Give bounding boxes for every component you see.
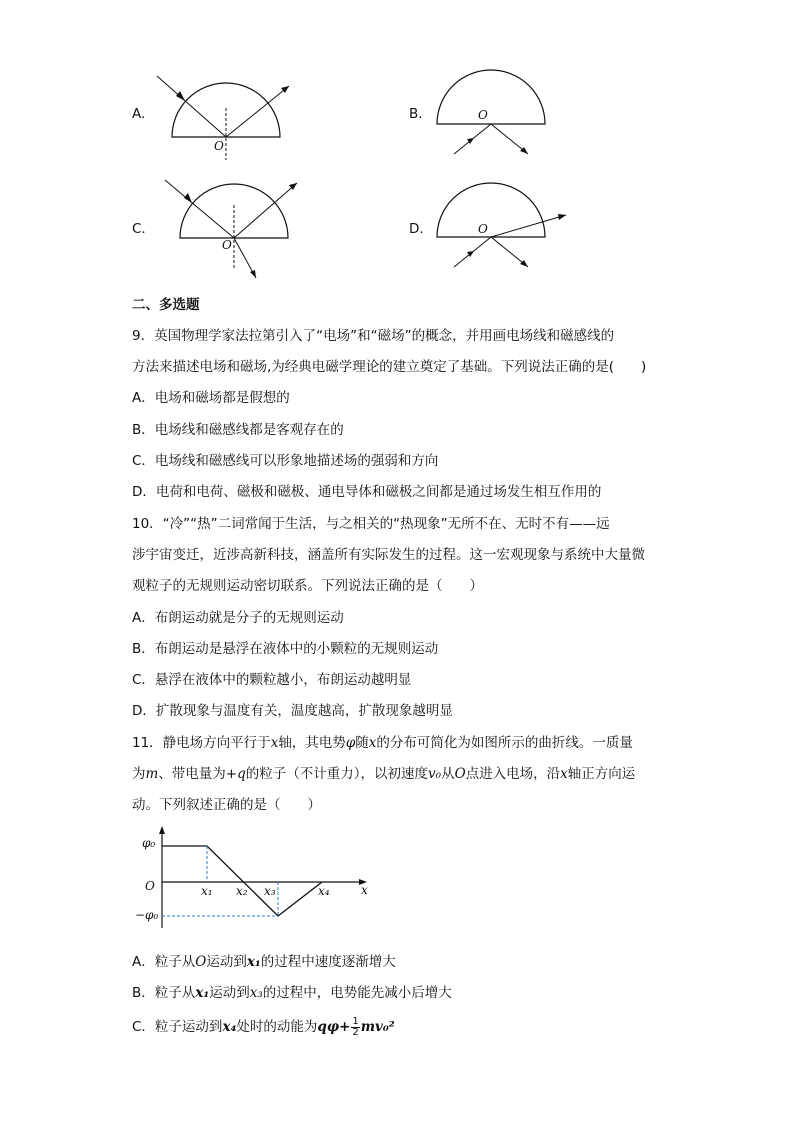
fraction-numerator: 1 (352, 1015, 359, 1027)
var-m: m (145, 766, 159, 782)
q11-text: C．粒子运动到 (132, 1019, 223, 1035)
option-b-label: B. (409, 106, 423, 122)
graph-origin-label: O (145, 879, 155, 893)
origin-label-a: O (214, 139, 224, 153)
graph-phi0-label: φ₀ (142, 836, 156, 850)
q11-text: 的粒子（不计重力），以初速度 (245, 766, 429, 782)
formula-m-v0-squared: mv₀² (360, 1019, 395, 1035)
var-phi: φ (345, 735, 356, 751)
q11-text: 11．静电场方向平行于 (132, 735, 271, 751)
q9-stem-line2: 方法来描述电场和磁场,为经典电磁学理论的建立奠定了基础。下列说法正确的是( ) (132, 359, 647, 375)
var-x1: x₁ (195, 985, 210, 1001)
var-o: O (195, 954, 207, 970)
var-x1: x₁ (246, 954, 261, 970)
fraction-denominator: 2 (352, 1026, 359, 1038)
q11-stem-line3: 动。下列叙述正确的是（ ） (132, 797, 321, 813)
graph-x4-label: x₄ (318, 884, 330, 898)
q11-text: 从 (441, 766, 455, 782)
var-o: O (454, 766, 466, 782)
q11-text: 轴正方向运 (567, 766, 636, 782)
q10-stem-line1: 10．“冷”“热”二词常闻于生活，与之相关的“热现象”无所不在、无时不有——远 (132, 516, 610, 532)
q11-text: 的过程中，电势能先减小后增大 (262, 985, 452, 1001)
graph-x3-label: x₃ (264, 884, 276, 898)
q10-stem-line3: 观粒子的无规则运动密切联系。下列说法正确的是（ ） (132, 578, 483, 594)
q11-text: 、带电量为+ (158, 766, 238, 782)
origin-label-c: O (222, 238, 232, 252)
q11-text: 为 (132, 766, 146, 782)
q9-option-a: A．电场和磁场都是假想的 (132, 390, 290, 406)
fraction-one-half (351, 1017, 359, 1038)
section-title: 二、多选题 (132, 297, 200, 313)
var-v0: v₀ (428, 766, 442, 782)
q11-text: 点进入电场，沿 (465, 766, 561, 782)
q11-text: B．粒子从 (132, 985, 196, 1001)
var-x: x (270, 735, 279, 751)
graph-neg-phi0-label: −φ₀ (135, 908, 159, 922)
q11-text: 处时的动能为 (236, 1019, 318, 1035)
origin-label-b: O (478, 108, 488, 122)
q11-option-b (132, 985, 452, 1001)
var-x: x (368, 735, 377, 751)
q11-option-c (132, 1015, 395, 1039)
q9-stem-line1: 9．英国物理学家法拉第引入了“电场”和“磁场”的概念，并用画电场线和磁感线的 (132, 328, 615, 344)
q11-text: 轴，其电势 (278, 735, 346, 751)
var-x4: x₄ (222, 1019, 237, 1035)
q11-text: 运动到 (206, 954, 247, 970)
option-a-label: A. (132, 106, 146, 122)
q11-option-a (132, 954, 396, 970)
q11-text: A．粒子从 (132, 954, 196, 970)
option-d-label: D. (409, 221, 424, 237)
q10-option-c: C．悬浮在液体中的颗粒越小，布朗运动越明显 (132, 672, 412, 688)
origin-label-d: O (478, 222, 488, 236)
graph-x1-label: x₁ (201, 884, 213, 898)
q10-stem-line2: 涉宇宙变迁，近涉高新科技，涵盖所有实际发生的过程。这一宏观现象与系统中大量微 (132, 547, 645, 563)
q11-text: 的过程中速度逐渐增大 (260, 954, 396, 970)
var-q: q (237, 766, 246, 782)
var-x: x (560, 766, 568, 782)
q11-text: 随 (355, 735, 369, 751)
graph-x-axis-label: x (361, 883, 368, 897)
graph-x2-label: x₂ (236, 884, 248, 898)
q9-option-c: C．电场线和磁感线可以形象地描述场的强弱和方向 (132, 453, 439, 469)
q11-text: 的分布可简化为如图所示的曲折线。一质量 (376, 735, 633, 751)
formula-q-phi: qφ+ (317, 1019, 351, 1035)
var-x3: x₃ (249, 985, 263, 1001)
q11-text: 运动到 (209, 985, 250, 1001)
q9-option-b: B．电场线和磁感线都是客观存在的 (132, 422, 344, 438)
q10-option-b: B．布朗运动是悬浮在液体中的小颗粒的无规则运动 (132, 641, 439, 657)
option-c-label: C. (132, 221, 146, 237)
q10-option-d: D．扩散现象与温度有关，温度越高，扩散现象越明显 (132, 703, 453, 719)
q10-option-a: A．布朗运动就是分子的无规则运动 (132, 610, 344, 626)
q9-option-d: D．电荷和电荷、磁极和磁极、通电导体和磁极之间都是通过场发生相互作用的 (132, 484, 602, 500)
